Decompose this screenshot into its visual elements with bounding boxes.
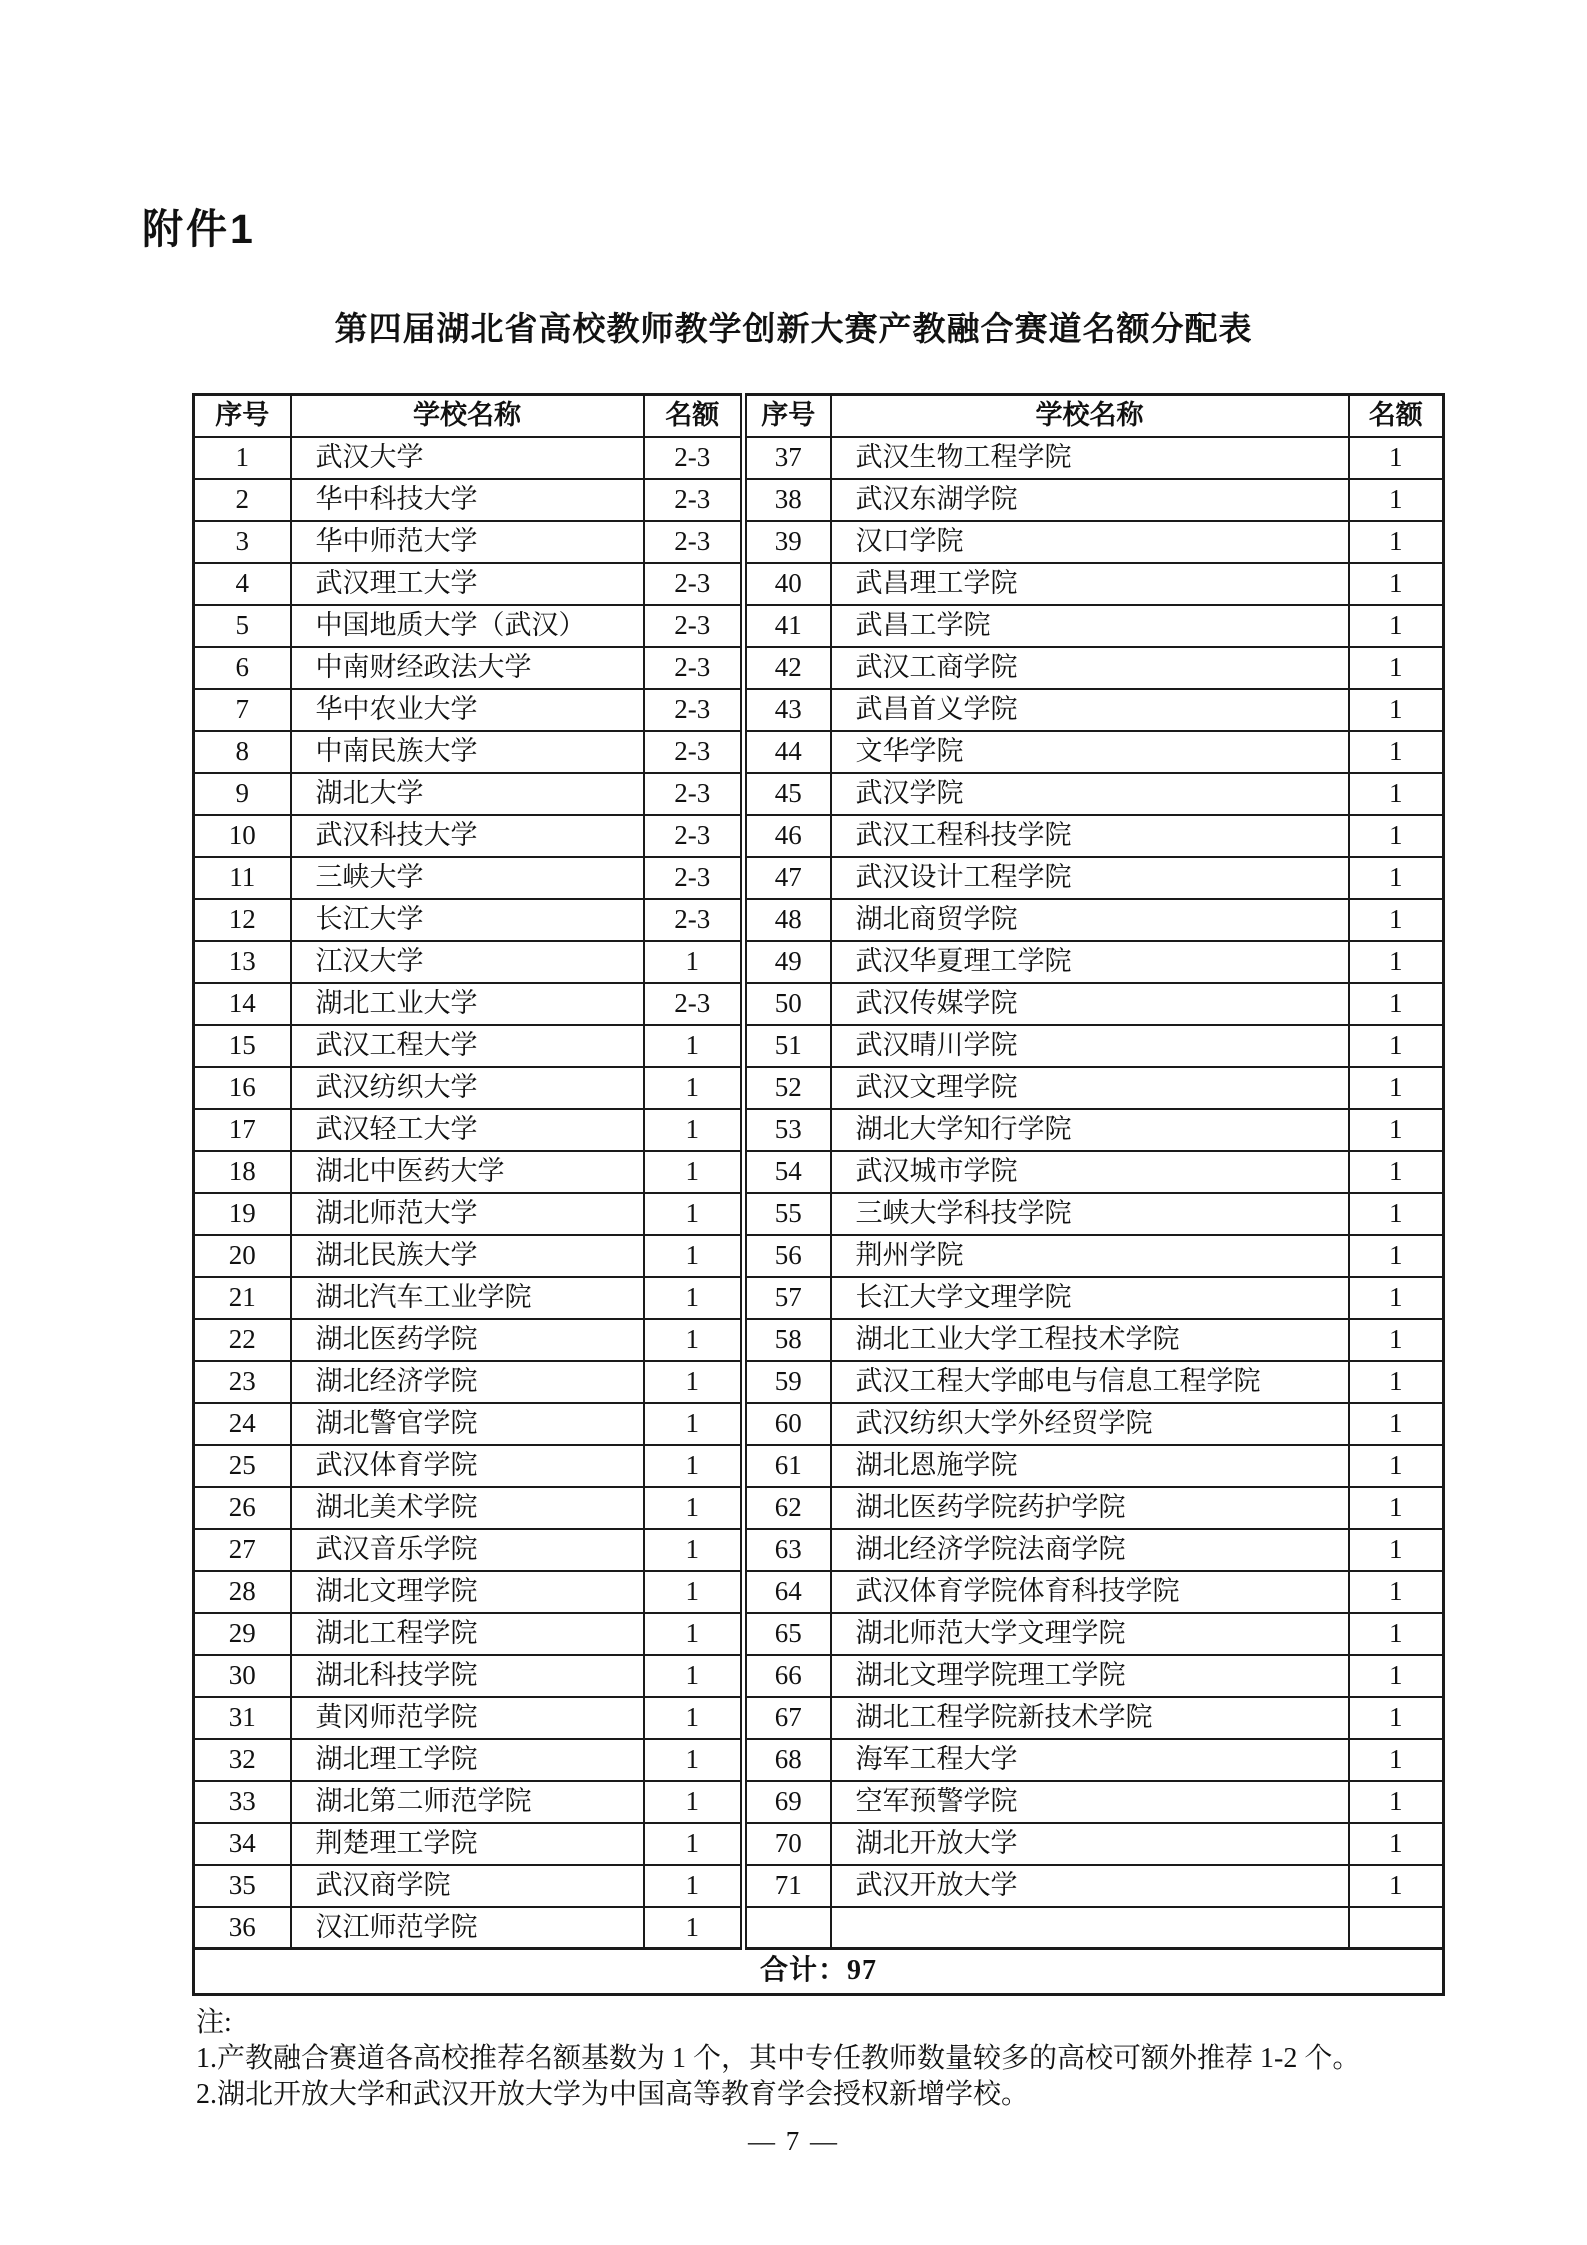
school-name-cell: 武汉工程大学 [291,1025,644,1067]
row-number-cell: 57 [744,1277,831,1319]
table-row [194,731,1444,773]
quota-cell: 2-3 [644,563,744,605]
row-number-cell: 16 [194,1067,291,1109]
quota-cell: 1 [644,1361,744,1403]
row-number-cell: 34 [194,1823,291,1865]
table-row [194,773,1444,815]
row-number-cell: 56 [744,1235,831,1277]
total-row [194,1949,1444,1995]
row-number-cell: 64 [744,1571,831,1613]
table-row [194,857,1444,899]
school-name-cell: 武汉工程大学邮电与信息工程学院 [831,1361,1349,1403]
row-number-cell: 37 [744,437,831,479]
row-number-cell: 14 [194,983,291,1025]
table-footer [194,1949,1444,1995]
quota-cell: 1 [644,1907,744,1949]
quota-cell: 1 [1349,731,1444,773]
quota-cell [1349,1907,1444,1949]
school-name-cell: 空军预警学院 [831,1781,1349,1823]
row-number-cell: 68 [744,1739,831,1781]
row-number-cell: 1 [194,437,291,479]
quota-cell: 1 [644,1823,744,1865]
quota-cell: 1 [644,1487,744,1529]
quota-cell: 2-3 [644,857,744,899]
quota-cell: 1 [1349,1529,1444,1571]
quota-cell: 1 [644,1781,744,1823]
quota-cell: 1 [644,1109,744,1151]
school-name-cell: 中南民族大学 [291,731,644,773]
quota-cell: 1 [1349,521,1444,563]
school-name-cell: 湖北美术学院 [291,1487,644,1529]
table-row [194,1781,1444,1823]
row-number-cell: 67 [744,1697,831,1739]
table-row [194,1907,1444,1949]
row-number-cell: 25 [194,1445,291,1487]
row-number-cell: 19 [194,1193,291,1235]
quota-cell: 1 [644,1067,744,1109]
quota-cell: 1 [1349,1361,1444,1403]
row-number-cell: 41 [744,605,831,647]
header-cell-school-right: 学校名称 [831,395,1349,437]
quota-cell: 2-3 [644,773,744,815]
school-name-cell: 武汉开放大学 [831,1865,1349,1907]
school-name-cell: 汉江师范学院 [291,1907,644,1949]
table-row [194,941,1444,983]
school-name-cell: 武昌工学院 [831,605,1349,647]
table-row [194,1361,1444,1403]
school-name-cell: 湖北第二师范学院 [291,1781,644,1823]
row-number-cell: 44 [744,731,831,773]
school-name-cell: 武汉体育学院 [291,1445,644,1487]
quota-cell: 1 [644,941,744,983]
row-number-cell: 59 [744,1361,831,1403]
page-number: — 7 — [748,2126,839,2156]
total-label: 合计： [759,1955,847,1987]
school-name-cell: 湖北工程学院新技术学院 [831,1697,1349,1739]
school-name-cell: 湖北师范大学 [291,1193,644,1235]
school-name-cell: 湖北民族大学 [291,1235,644,1277]
table-row [194,1403,1444,1445]
quota-cell: 1 [644,1865,744,1907]
quota-cell: 1 [644,1277,744,1319]
row-number-cell: 62 [744,1487,831,1529]
row-number-cell: 40 [744,563,831,605]
quota-cell: 1 [1349,605,1444,647]
school-name-cell: 湖北医药学院 [291,1319,644,1361]
row-number-cell: 66 [744,1655,831,1697]
school-name-cell: 湖北文理学院 [291,1571,644,1613]
school-name-cell: 华中农业大学 [291,689,644,731]
table-row [194,1445,1444,1487]
table-row [194,479,1444,521]
row-number-cell: 61 [744,1445,831,1487]
school-name-cell: 黄冈师范学院 [291,1697,644,1739]
row-number-cell: 47 [744,857,831,899]
school-name-cell: 荆楚理工学院 [291,1823,644,1865]
quota-cell: 1 [1349,437,1444,479]
school-name-cell: 湖北恩施学院 [831,1445,1349,1487]
row-number-cell: 63 [744,1529,831,1571]
row-number-cell: 29 [194,1613,291,1655]
row-number-cell: 65 [744,1613,831,1655]
quota-cell: 1 [1349,1445,1444,1487]
school-name-cell: 湖北工程学院 [291,1613,644,1655]
row-number-cell: 35 [194,1865,291,1907]
table-row [194,605,1444,647]
quota-cell: 1 [1349,1487,1444,1529]
row-number-cell: 49 [744,941,831,983]
quota-cell: 1 [644,1571,744,1613]
quota-cell: 1 [644,1613,744,1655]
table-row [194,1697,1444,1739]
quota-cell: 1 [1349,647,1444,689]
school-name-cell: 文华学院 [831,731,1349,773]
header-cell-no-left: 序号 [194,395,291,437]
row-number-cell: 27 [194,1529,291,1571]
quota-cell: 2-3 [644,815,744,857]
row-number-cell: 51 [744,1025,831,1067]
quota-cell: 1 [644,1235,744,1277]
school-name-cell: 湖北医药学院药护学院 [831,1487,1349,1529]
school-name-cell: 武汉学院 [831,773,1349,815]
table-row [194,1193,1444,1235]
school-name-cell: 武汉生物工程学院 [831,437,1349,479]
quota-cell: 1 [1349,1571,1444,1613]
table-row [194,1235,1444,1277]
row-number-cell: 17 [194,1109,291,1151]
note-item: 2.湖北开放大学和武汉开放大学为中国高等教育学会授权新增学校。 [196,2079,1030,2110]
notes-label: 注: [196,2007,232,2038]
row-number-cell: 52 [744,1067,831,1109]
quota-cell: 1 [644,1025,744,1067]
quota-cell: 1 [1349,941,1444,983]
quota-cell: 2-3 [644,605,744,647]
school-name-cell: 湖北科技学院 [291,1655,644,1697]
school-name-cell: 湖北汽车工业学院 [291,1277,644,1319]
table-row [194,521,1444,563]
row-number-cell: 8 [194,731,291,773]
school-name-cell: 武汉商学院 [291,1865,644,1907]
school-name-cell: 武汉工程科技学院 [831,815,1349,857]
school-name-cell: 武汉东湖学院 [831,479,1349,521]
row-number-cell: 22 [194,1319,291,1361]
school-name-cell: 武昌理工学院 [831,563,1349,605]
school-name-cell: 武汉纺织大学外经贸学院 [831,1403,1349,1445]
quota-cell: 1 [644,1655,744,1697]
quota-cell: 1 [1349,563,1444,605]
quota-cell: 1 [1349,1067,1444,1109]
row-number-cell: 18 [194,1151,291,1193]
quota-cell: 1 [1349,1403,1444,1445]
quota-cell: 1 [1349,857,1444,899]
quota-cell: 1 [1349,899,1444,941]
school-name-cell: 湖北理工学院 [291,1739,644,1781]
school-name-cell: 中国地质大学（武汉） [291,605,644,647]
school-name-cell: 湖北警官学院 [291,1403,644,1445]
school-name-cell: 华中科技大学 [291,479,644,521]
total-cell [194,1949,1444,1995]
school-name-cell: 武汉晴川学院 [831,1025,1349,1067]
school-name-cell: 汉口学院 [831,521,1349,563]
row-number-cell: 38 [744,479,831,521]
quota-cell: 1 [1349,1151,1444,1193]
quota-cell: 2-3 [644,479,744,521]
school-name-cell: 湖北开放大学 [831,1823,1349,1865]
row-number-cell: 13 [194,941,291,983]
quota-cell: 1 [1349,479,1444,521]
school-name-cell: 江汉大学 [291,941,644,983]
table-row [194,899,1444,941]
row-number-cell: 2 [194,479,291,521]
table-row [194,1067,1444,1109]
table-row [194,1613,1444,1655]
row-number-cell: 45 [744,773,831,815]
quota-cell: 1 [1349,815,1444,857]
school-name-cell: 武汉科技大学 [291,815,644,857]
row-number-cell: 12 [194,899,291,941]
header-cell-no-right: 序号 [744,395,831,437]
row-number-cell [744,1907,831,1949]
quota-cell: 1 [1349,773,1444,815]
quota-cell: 1 [1349,1613,1444,1655]
school-name-cell [831,1907,1349,1949]
row-number-cell: 48 [744,899,831,941]
school-name-cell: 湖北工业大学 [291,983,644,1025]
school-name-cell: 湖北中医药大学 [291,1151,644,1193]
quota-cell: 1 [1349,1277,1444,1319]
total-value: 97 [847,1955,877,1987]
table-row [194,1319,1444,1361]
row-number-cell: 70 [744,1823,831,1865]
quota-cell: 1 [644,1151,744,1193]
quota-cell: 1 [1349,1823,1444,1865]
row-number-cell: 36 [194,1907,291,1949]
notes-section [196,2005,1466,2113]
row-number-cell: 26 [194,1487,291,1529]
row-number-cell: 54 [744,1151,831,1193]
table-row [194,1109,1444,1151]
school-name-cell: 武汉音乐学院 [291,1529,644,1571]
school-name-cell: 武汉工商学院 [831,647,1349,689]
table-row [194,983,1444,1025]
header-row [194,395,1444,437]
quota-cell: 1 [1349,1865,1444,1907]
quota-cell: 1 [1349,689,1444,731]
quota-cell: 1 [1349,1109,1444,1151]
school-name-cell: 湖北商贸学院 [831,899,1349,941]
quota-cell: 1 [644,1529,744,1571]
school-name-cell: 湖北工业大学工程技术学院 [831,1319,1349,1361]
row-number-cell: 55 [744,1193,831,1235]
note-item: 1.产教融合赛道各高校推荐名额基数为 1 个，其中专任教师数量较多的高校可额外推荐 1-2 个。 [196,2043,1361,2074]
school-name-cell: 湖北大学知行学院 [831,1109,1349,1151]
table-row [194,1025,1444,1067]
row-number-cell: 6 [194,647,291,689]
table-row [194,1571,1444,1613]
school-name-cell: 华中师范大学 [291,521,644,563]
school-name-cell: 武汉理工大学 [291,563,644,605]
attachment-label: 附件1 [142,206,256,252]
row-number-cell: 20 [194,1235,291,1277]
table-row [194,1151,1444,1193]
table-header [194,395,1444,437]
school-name-cell: 长江大学 [291,899,644,941]
school-name-cell: 海军工程大学 [831,1739,1349,1781]
school-name-cell: 武昌首义学院 [831,689,1349,731]
school-name-cell: 中南财经政法大学 [291,647,644,689]
document-title: 第四届湖北省高校教师教学创新大赛产教融合赛道名额分配表 [334,312,1253,348]
school-name-cell: 武汉设计工程学院 [831,857,1349,899]
row-number-cell: 69 [744,1781,831,1823]
row-number-cell: 71 [744,1865,831,1907]
school-name-cell: 湖北师范大学文理学院 [831,1613,1349,1655]
quota-cell: 1 [1349,1781,1444,1823]
table-row [194,1655,1444,1697]
school-name-cell: 武汉文理学院 [831,1067,1349,1109]
row-number-cell: 42 [744,647,831,689]
quota-cell: 1 [1349,1235,1444,1277]
header-cell-school-left: 学校名称 [291,395,644,437]
quota-cell: 2-3 [644,689,744,731]
quota-cell: 1 [1349,1655,1444,1697]
table-row [194,437,1444,479]
row-number-cell: 11 [194,857,291,899]
school-name-cell: 武汉华夏理工学院 [831,941,1349,983]
quota-cell: 2-3 [644,731,744,773]
row-number-cell: 43 [744,689,831,731]
school-name-cell: 武汉体育学院体育科技学院 [831,1571,1349,1613]
quota-cell: 1 [1349,1193,1444,1235]
quota-cell: 1 [644,1193,744,1235]
row-number-cell: 15 [194,1025,291,1067]
quota-cell: 1 [644,1739,744,1781]
table-row [194,1277,1444,1319]
school-name-cell: 湖北大学 [291,773,644,815]
quota-cell: 1 [1349,1025,1444,1067]
row-number-cell: 5 [194,605,291,647]
school-name-cell: 武汉城市学院 [831,1151,1349,1193]
row-number-cell: 33 [194,1781,291,1823]
quota-cell: 2-3 [644,647,744,689]
quota-cell: 2-3 [644,521,744,563]
table-row [194,1865,1444,1907]
row-number-cell: 60 [744,1403,831,1445]
school-name-cell: 武汉纺织大学 [291,1067,644,1109]
row-number-cell: 21 [194,1277,291,1319]
quota-cell: 2-3 [644,437,744,479]
quota-allocation-table [192,393,1445,1996]
header-cell-quota-left: 名额 [644,395,744,437]
table-row [194,647,1444,689]
row-number-cell: 32 [194,1739,291,1781]
table-row [194,1529,1444,1571]
quota-cell: 1 [644,1403,744,1445]
quota-cell: 1 [644,1319,744,1361]
quota-cell: 1 [1349,1319,1444,1361]
school-name-cell: 武汉传媒学院 [831,983,1349,1025]
school-name-cell: 三峡大学 [291,857,644,899]
row-number-cell: 10 [194,815,291,857]
quota-cell: 1 [1349,1739,1444,1781]
quota-cell: 2-3 [644,983,744,1025]
row-number-cell: 4 [194,563,291,605]
row-number-cell: 53 [744,1109,831,1151]
school-name-cell: 湖北经济学院 [291,1361,644,1403]
school-name-cell: 荆州学院 [831,1235,1349,1277]
table-row [194,815,1444,857]
school-name-cell: 武汉大学 [291,437,644,479]
row-number-cell: 31 [194,1697,291,1739]
table-row [194,689,1444,731]
row-number-cell: 39 [744,521,831,563]
header-cell-quota-right: 名额 [1349,395,1444,437]
row-number-cell: 3 [194,521,291,563]
quota-cell: 2-3 [644,899,744,941]
row-number-cell: 23 [194,1361,291,1403]
school-name-cell: 武汉轻工大学 [291,1109,644,1151]
quota-cell: 1 [1349,1697,1444,1739]
row-number-cell: 30 [194,1655,291,1697]
quota-cell: 1 [644,1697,744,1739]
table-row [194,1739,1444,1781]
row-number-cell: 7 [194,689,291,731]
table-row [194,1823,1444,1865]
row-number-cell: 50 [744,983,831,1025]
row-number-cell: 24 [194,1403,291,1445]
table-body [194,437,1444,1949]
school-name-cell: 湖北文理学院理工学院 [831,1655,1349,1697]
row-number-cell: 9 [194,773,291,815]
quota-cell: 1 [1349,983,1444,1025]
table-row [194,1487,1444,1529]
row-number-cell: 28 [194,1571,291,1613]
school-name-cell: 长江大学文理学院 [831,1277,1349,1319]
quota-cell: 1 [644,1445,744,1487]
school-name-cell: 湖北经济学院法商学院 [831,1529,1349,1571]
table-row [194,563,1444,605]
school-name-cell: 三峡大学科技学院 [831,1193,1349,1235]
row-number-cell: 58 [744,1319,831,1361]
row-number-cell: 46 [744,815,831,857]
